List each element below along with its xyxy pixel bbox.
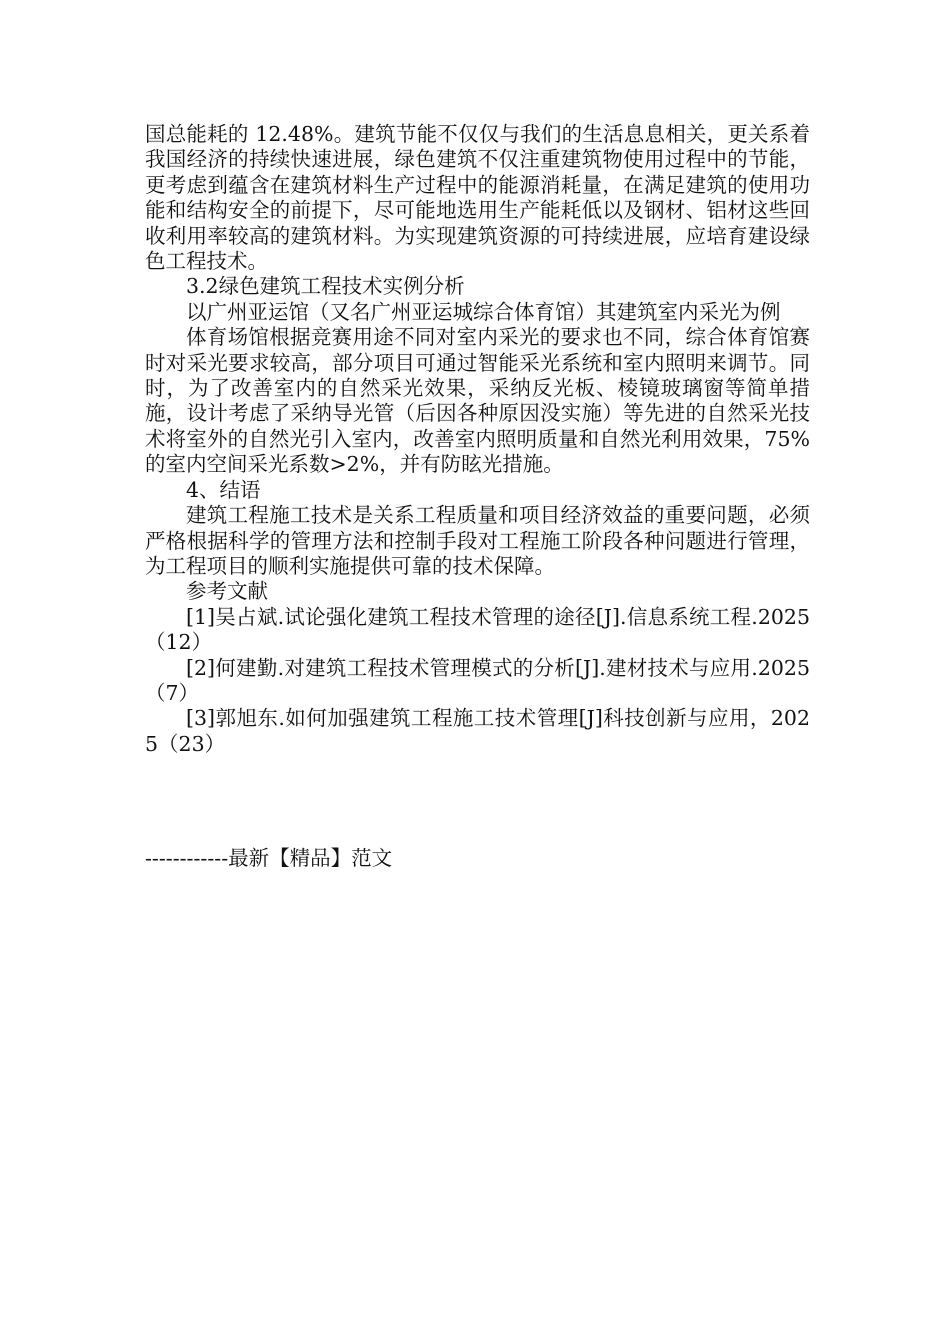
paragraph-example-intro: 以广州亚运馆（又名广州亚运城综合体育馆）其建筑室内采光为例 [186, 299, 781, 324]
paragraph-daylighting: 体育场馆根据竞赛用途不同对室内采光的要求也不同，综合体育馆赛时对采光要求较高，部分项目可通过智能采光系统和室内照明来调节。同时，为了改善室内的自然采光效果，采纳反光板、棱镜玻璃窗等简单措施，设计考虑了采纳导光管（后因各种原因没实施）等先进的自然采光技术将室外的自然光引入室内，改善室内照明质量和自然光利用效果，75%的室内空间采光系数>2%，并有防眩光措施。 [145, 325, 810, 477]
section-heading-3-2: 3.2绿色建筑工程技术实例分析 [186, 274, 465, 299]
reference-item-3: [3]郭旭东.如何加强建筑工程施工技术管理[J]科技创新与应用，2025（23） [145, 706, 810, 756]
paragraph-conclusion: 建筑工程施工技术是关系工程质量和项目经济效益的重要问题，必须严格根据科学的管理方法和控制手段对工程施工阶段各种问题进行管理，为工程项目的顺利实施提供可靠的技术保障。 [145, 503, 810, 578]
paragraph-energy-consumption: 国总能耗的 12.48%。建筑节能不仅仅与我们的生活息息相关，更关系着我国经济的持续快速进展，绿色建筑不仅注重建筑物使用过程中的节能，更考虑到蕴含在建筑材料生产过程中的能源消耗量，在满足建筑的使用功能和结构安全的前提下，尽可能地选用生产能耗低以及钢材、铝材这些回收利用率较高的建筑材料。为实现建筑资源的可持续进展，应培育建设绿色工程技术。 [145, 122, 810, 274]
references-heading: 参考文献 [186, 579, 268, 604]
reference-item-2: [2]何建勤.对建筑工程技术管理模式的分析[J].建材技术与应用.2025（7） [145, 655, 810, 705]
section-heading-conclusion: 4、结语 [186, 477, 261, 502]
reference-item-1: [1]吴占斌.试论强化建筑工程技术管理的途径[J].信息系统工程.2025（12） [145, 604, 810, 655]
page-footer: ------------最新【精品】范文 [145, 846, 393, 870]
document-body [145, 122, 810, 757]
